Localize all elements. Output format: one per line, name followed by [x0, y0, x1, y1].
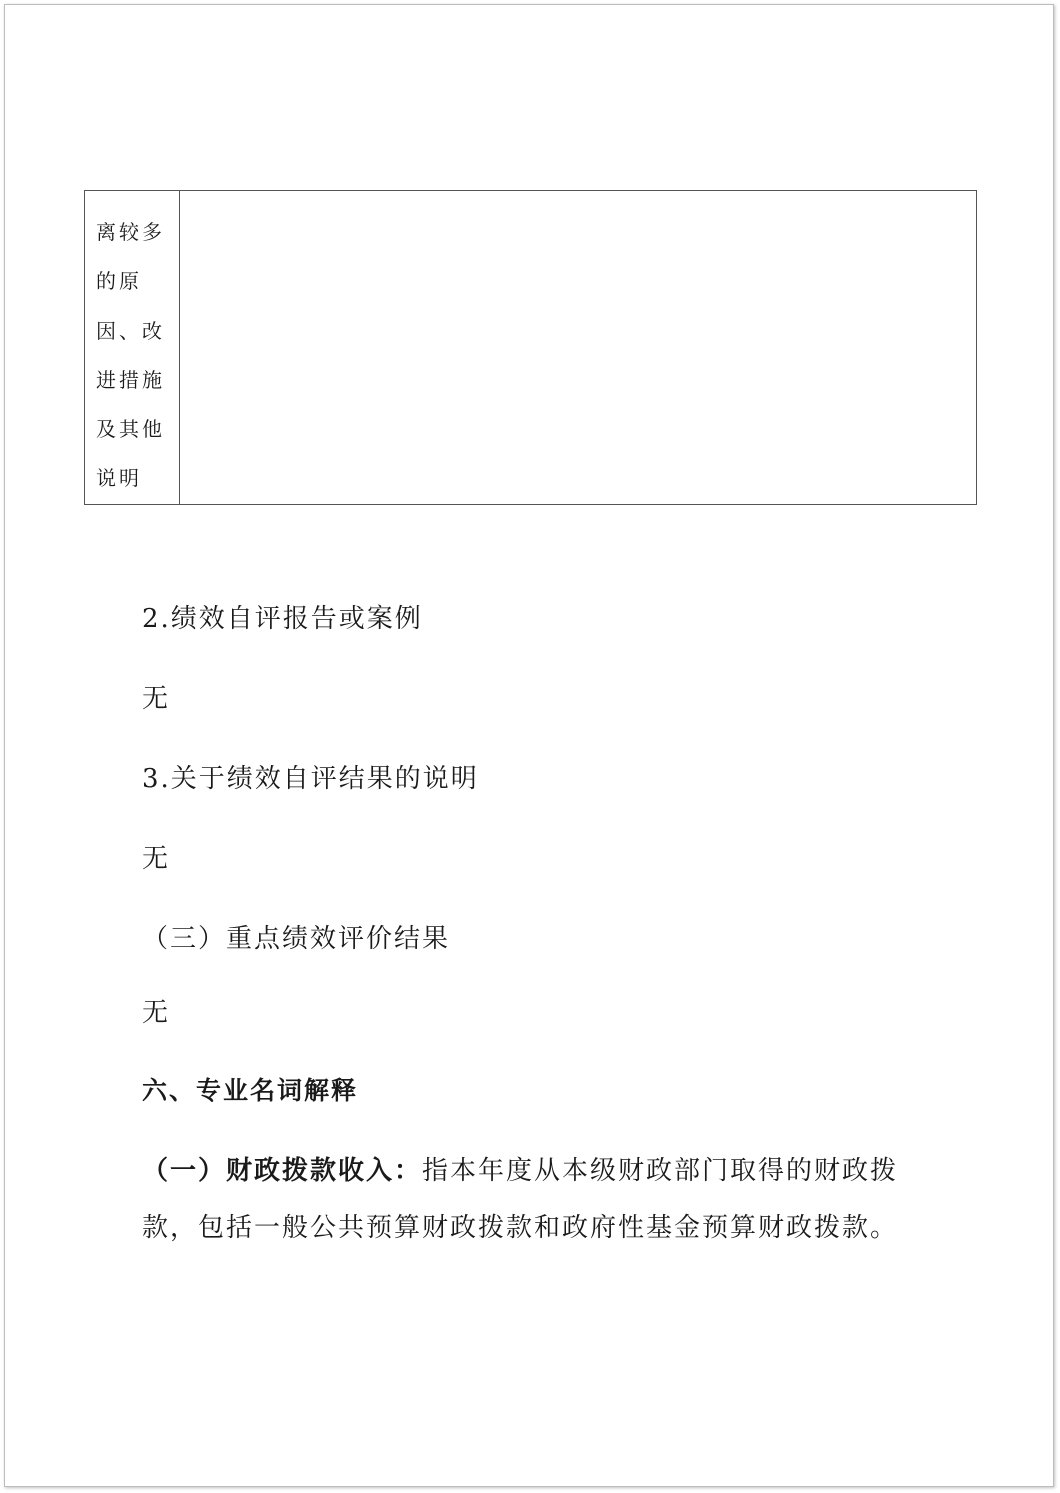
self-eval-report-value: 无	[142, 684, 171, 714]
key-eval-heading: （三）重点绩效评价结果	[142, 924, 451, 954]
term1-label: （一）财政拨款收入：	[142, 1156, 423, 1186]
self-eval-report-heading: 2.绩效自评报告或案例	[142, 604, 423, 634]
term1-text-line2: 款，包括一般公共预算财政拨款和政府性基金预算财政拨款。	[142, 1213, 899, 1243]
terms-heading: 六、专业名词解释	[142, 1076, 359, 1105]
deviation-reason-label: 离较多 的原 因、改 进措施 及其他 说明	[96, 220, 165, 491]
term1-paragraph-line1	[142, 1150, 898, 1187]
self-eval-result-value: 无	[142, 844, 171, 874]
evaluation-table	[84, 190, 977, 505]
self-eval-result-heading: 3.关于绩效自评结果的说明	[142, 764, 479, 794]
key-eval-value: 无	[142, 998, 171, 1028]
table-content-cell	[180, 191, 977, 505]
table-row	[85, 191, 977, 505]
term1-text-line1: 指本年度从本级财政部门取得的财政拨	[422, 1156, 899, 1186]
table-label-cell	[85, 191, 180, 505]
